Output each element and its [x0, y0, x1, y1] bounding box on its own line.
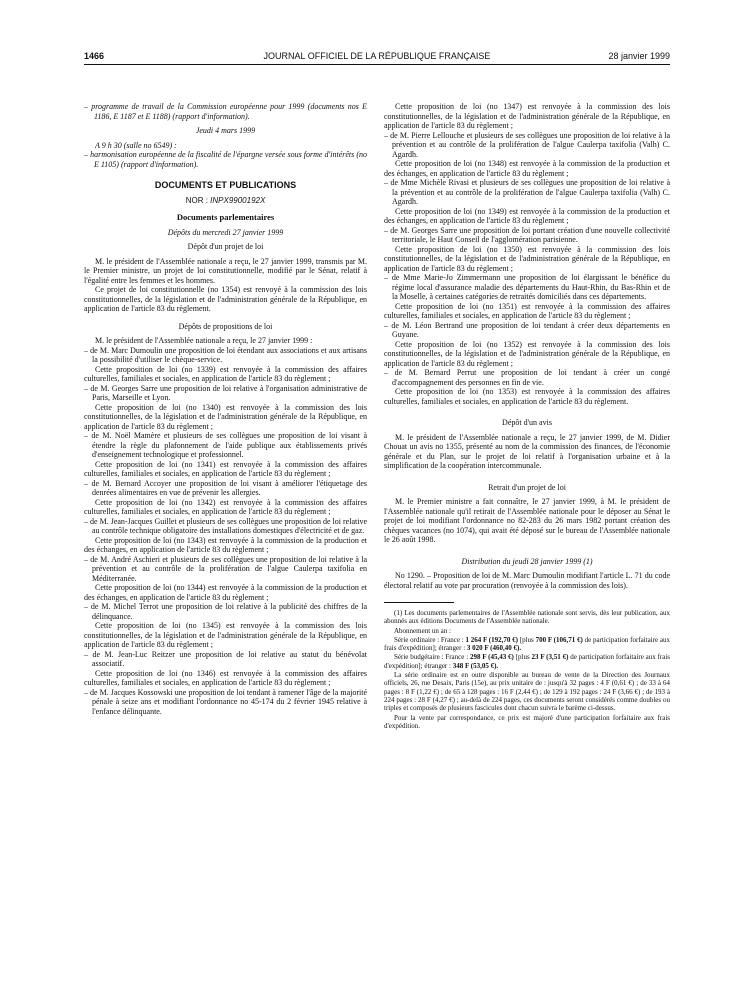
paragraph: M. le Premier ministre a fait connaître, le 27 janvier 1999, à M. le président de l'Assemblée nationale qu'il retirait de l'Assemblée nationale pour le déposer au Sénat le projet de loi modifiant l'ordonnance no 82-283 du 26 mars 1982 portant création des chèques vacances (no 1074), qui avait été déposé sur le bureau de l'Assemblée nationale le 26 août 1998.	[384, 497, 670, 544]
footnote-paragraph: La série ordinaire est en outre disponible au bureau de vente de la Direction des Journaux officiels, 26, rue Desaix, Paris (15e), au prix unitaire de : jusqu'à 32 pages : 4 F (0,61 €) ; de 33 à 64 pages : 8 F (1,22 €) ; de 65 à 128 pages : 16 F (2,44 €) ; de 129 à 192 pages : 24 F (3,66 €) ; de 193 à 224 pages : 28 F (4,27 €) ; au-delà de 224 pages, ces documents seront considérés comme doubles ou triples et composés de plusieurs fascicules dont chacun suivra le barème ci-dessus.	[384, 671, 670, 713]
deposit-item: – de Mme Michèle Rivasi et plusieurs de ses collègues une proposition de loi relative à la prévention et au contrôle de la prolifération de l'algue Caulerpa taxifolia (Valh) C. Agardh.	[384, 178, 670, 206]
referral-text: Cette proposition de loi (no 1339) est renvoyée à la commission des affaires culturelles, familiales et sociales, en application de l'article 83 du règlement ;	[84, 364, 367, 383]
deposit-item: – de M. Noël Mamère et plusieurs de ses collègues une proposition de loi visant à étendre la règle du plafonnement de l'aide publique aux établissements privés d'enseignement technologique et professionnel.	[84, 431, 367, 459]
deposit-item: – de M. Bernard Accoyer une proposition de loi visant à améliorer l'étiquetage des denrées alimentaires en vue de prévenir les allergies.	[84, 478, 367, 497]
referral-text: Cette proposition de loi (no 1342) est renvoyée à la commission des affaires culturelles, familiales et sociales, en application de l'article 83 du règlement ;	[84, 497, 367, 516]
footnote-paragraph: Abonnement un an :	[394, 626, 451, 635]
deposit-item: – de M. Georges Sarre une proposition de loi portant création d'une nouvelle collectivité territoriale, le Haut Conseil de l'agglomération parisienne.	[384, 225, 670, 244]
deposit-item: – de M. Georges Sarre une proposition de loi relative à l'organisation administrative de Paris, Marseille et Lyon.	[84, 383, 367, 402]
footnote-paragraph: Pour la vente par correspondance, ce prix est majoré d'une participation forfaitaire aux frais d'expédition.	[384, 713, 670, 730]
referral-text: Cette proposition de loi (no 1352) est renvoyée à la commission des lois constitutionnelles, de la législation et de l'administration générale de la République, en application de l'article 83 du règlement ;	[384, 339, 670, 368]
nor-label: NOR :	[185, 195, 208, 205]
heading-projet: Dépôt d'un projet de loi	[187, 242, 264, 251]
agenda-item: – harmonisation européenne de la fiscalité de l'épargne versée sous forme d'intérêts (no E 1105) (rapport d'information).	[84, 150, 367, 169]
header-rule	[84, 64, 670, 65]
deposit-item: – de M. Pierre Lellouche et plusieurs de ses collègues une proposition de loi relative à la prévention et au contrôle de la prolifération de l'algue Caulerpa taxifolia (Valh) C. Agardh.	[384, 130, 670, 159]
heading-retrait: Retrait d'un projet de loi	[488, 482, 566, 492]
left-column	[84, 102, 367, 716]
heading-avis: Dépôt d'un avis	[502, 418, 552, 427]
paragraph: M. le président de l'Assemblée nationale a reçu, le 27 janvier 1999 :	[95, 336, 313, 345]
agenda-time: A 9 h 30 (salle no 6549) :	[95, 140, 177, 150]
heading-propositions: Dépôts de propositions de loi	[178, 321, 273, 331]
distribution-item: No 1290. – Proposition de loi de M. Marc Dumoulin modifiant l'article L. 71 du code électoral relatif au vote par procuration (renvoyée à la commission des lois).	[384, 571, 670, 590]
footnote-paragraph: (1) Les documents parlementaires de l'Assemblée nationale sont servis, dès leur publication, aux abonnés aux éditions Documents de l'Assemblée nationale.	[384, 609, 670, 626]
deposit-item: – de M. Jean-Jacques Guillet et plusieurs de ses collègues une proposition de loi relative au contrôle technique obligatoire des installations domestiques d'électricité et de gaz.	[84, 516, 367, 535]
paragraph: Ce projet de loi constitutionnelle (no 1354) est renvoyé à la commission des lois constitutionnelles, de la législation et de l'administration générale de la République, en application de l'article 83 du règlement.	[84, 285, 367, 313]
paragraph: M. le président de l'Assemblée nationale a reçu, le 27 janvier 1999, de M. Didier Chouat un avis no 1355, présenté au nom de la commission des finances, de l'économie générale et du Plan, sur le projet de loi relatif à l'organisation urbaine et à la simplification de la coopération intercommunale.	[384, 432, 670, 470]
referral-text: Cette proposition de loi (no 1344) est renvoyée à la commission de la production et des échanges, en application de l'article 83 du règlement ;	[84, 583, 367, 602]
referral-text: Cette proposition de loi (no 1351) est renvoyée à la commission des affaires culturelles, familiales et sociales, en application de l'article 83 du règlement ;	[384, 301, 670, 320]
referral-text: Cette proposition de loi (no 1350) est renvoyée à la commission des lois constitutionnelles, de la législation et de l'administration générale de la République, en application de l'article 83 du règlement ;	[384, 244, 670, 273]
section-title: DOCUMENTS ET PUBLICATIONS	[154, 180, 297, 190]
referral-text: Cette proposition de loi (no 1341) est renvoyée à la commission des affaires culturelles, familiales et sociales, en application de l'article 83 du règlement ;	[84, 459, 367, 478]
referral-text: Cette proposition de loi (no 1340) est renvoyée à la commission des lois constitutionnelles, de la législation et de l'administration générale de la République, en application de l'article 83 du règlement ;	[84, 402, 367, 431]
referral-text: Cette proposition de loi (no 1348) est renvoyée à la commission de la production et des échanges, en application de l'article 83 du règlement ;	[384, 159, 670, 178]
page-number: 1466	[84, 51, 105, 61]
paragraph: M. le président de l'Assemblée nationale a reçu, le 27 janvier 1999, transmis par M. le Premier ministre, un projet de loi constitutionnelle, modifié par le Sénat, relatif à l'égalité entre les femmes et les hommes.	[84, 256, 367, 285]
referral-text: Cette proposition de loi (no 1353) est renvoyée à la commission des affaires culturelles, familiales et sociales, en application de l'article 83 du règlement.	[384, 387, 670, 406]
deposit-item: – de M. Michel Terrot une proposition de loi relative à la publicité des chiffres de la délinquance.	[84, 602, 367, 621]
referral-text: Cette proposition de loi (no 1347) est renvoyée à la commission des lois constitutionnelles, de la législation et de l'administration générale de la République, en application de l'article 83 du règlement ;	[384, 102, 670, 130]
referral-text: Cette proposition de loi (no 1343) est renvoyée à la commission de la production et des échanges, en application de l'article 83 du règlement ;	[84, 535, 367, 554]
nor-value: INPX9900192X	[210, 195, 266, 205]
deposit-item: – de M. Léon Bertrand une proposition de loi tendant à créer deux départements en Guyane.	[384, 320, 670, 339]
journal-title: JOURNAL OFFICIEL DE LA RÉPUBLIQUE FRANÇAISE	[263, 51, 491, 61]
agenda-item: – programme de travail de la Commission européenne pour 1999 (documents nos E 1186, E 1187 et E 1188) (rapport d'information).	[84, 102, 367, 121]
referral-text: Cette proposition de loi (no 1349) est renvoyée à la commission de la production et des échanges, en application de l'article 83 du règlement ;	[384, 206, 670, 225]
issue-date: 28 janvier 1999	[608, 51, 670, 61]
deposit-item: – de M. Jean-Luc Reitzer une proposition de loi relative au statut du bénévolat associatif.	[84, 649, 367, 668]
footnote-rule	[384, 602, 454, 603]
deposit-item: – de M. André Aschieri et plusieurs de ses collègues une proposition de loi relative à la prévention et au contrôle de la prolifération de l'algue Caulerpa taxifolia en Méditerranée.	[84, 554, 367, 583]
deposit-item: – de M. Bernard Perrut une proposition de loi tendant à créer un congé d'accompagnement des personnes en fin de vie.	[384, 368, 670, 387]
footnote-paragraph: Série budgétaire : France : 298 F (45,43 €) [plus 23 F (3,51 €) de participation forfaitaire aux frais d'expédition]; étranger : 348 F (53,05 €).	[384, 653, 671, 670]
referral-text: Cette proposition de loi (no 1346) est renvoyée à la commission des affaires culturelles, familiales et sociales, en application de l'article 83 du règlement ;	[84, 668, 367, 687]
heading-distribution: Distribution du jeudi 28 janvier 1999 (1)	[461, 556, 593, 566]
deposit-item: – de M. Marc Dumoulin une proposition de loi étendant aux associations et aux artisans la possibilité d'utiliser le chèque-service.	[84, 345, 367, 364]
nor-reference	[84, 196, 367, 206]
footnote-paragraph: Série ordinaire : France : 1 264 F (192,70 €) [plus 700 F (106,71 €) de participation forfaitaire aux frais d'expédition]; étranger : 3 020 F (460,40 €).	[384, 635, 671, 653]
depots-date: Dépôts du mercredi 27 janvier 1999	[167, 227, 284, 237]
agenda-date: Jeudi 4 mars 1999	[195, 126, 256, 135]
footnote	[384, 609, 670, 730]
deposit-item: – de Mme Marie-Jo Zimmermann une proposition de loi élargissant le bénéfice du régime local d'assurance maladie des départements du Haut-Rhin, du Bas-Rhin et de la Moselle, à certaines catégories de retraités domiciliés dans ces départements.	[384, 273, 670, 301]
referral-text: Cette proposition de loi (no 1345) est renvoyée à la commission des lois constitutionnelles, de la législation et de l'administration générale de la République, en application de l'article 83 du règlement ;	[84, 621, 367, 649]
right-column	[384, 102, 670, 730]
subsection-title: Documents parlementaires	[176, 212, 275, 222]
deposit-item: – de M. Jacques Kossowski une proposition de loi tendant à ramener l'âge de la majorité pénale à seize ans et modifiant l'ordonnance no 45-174 du 2 février 1945 relative à l'enfance délinquante.	[84, 687, 367, 716]
